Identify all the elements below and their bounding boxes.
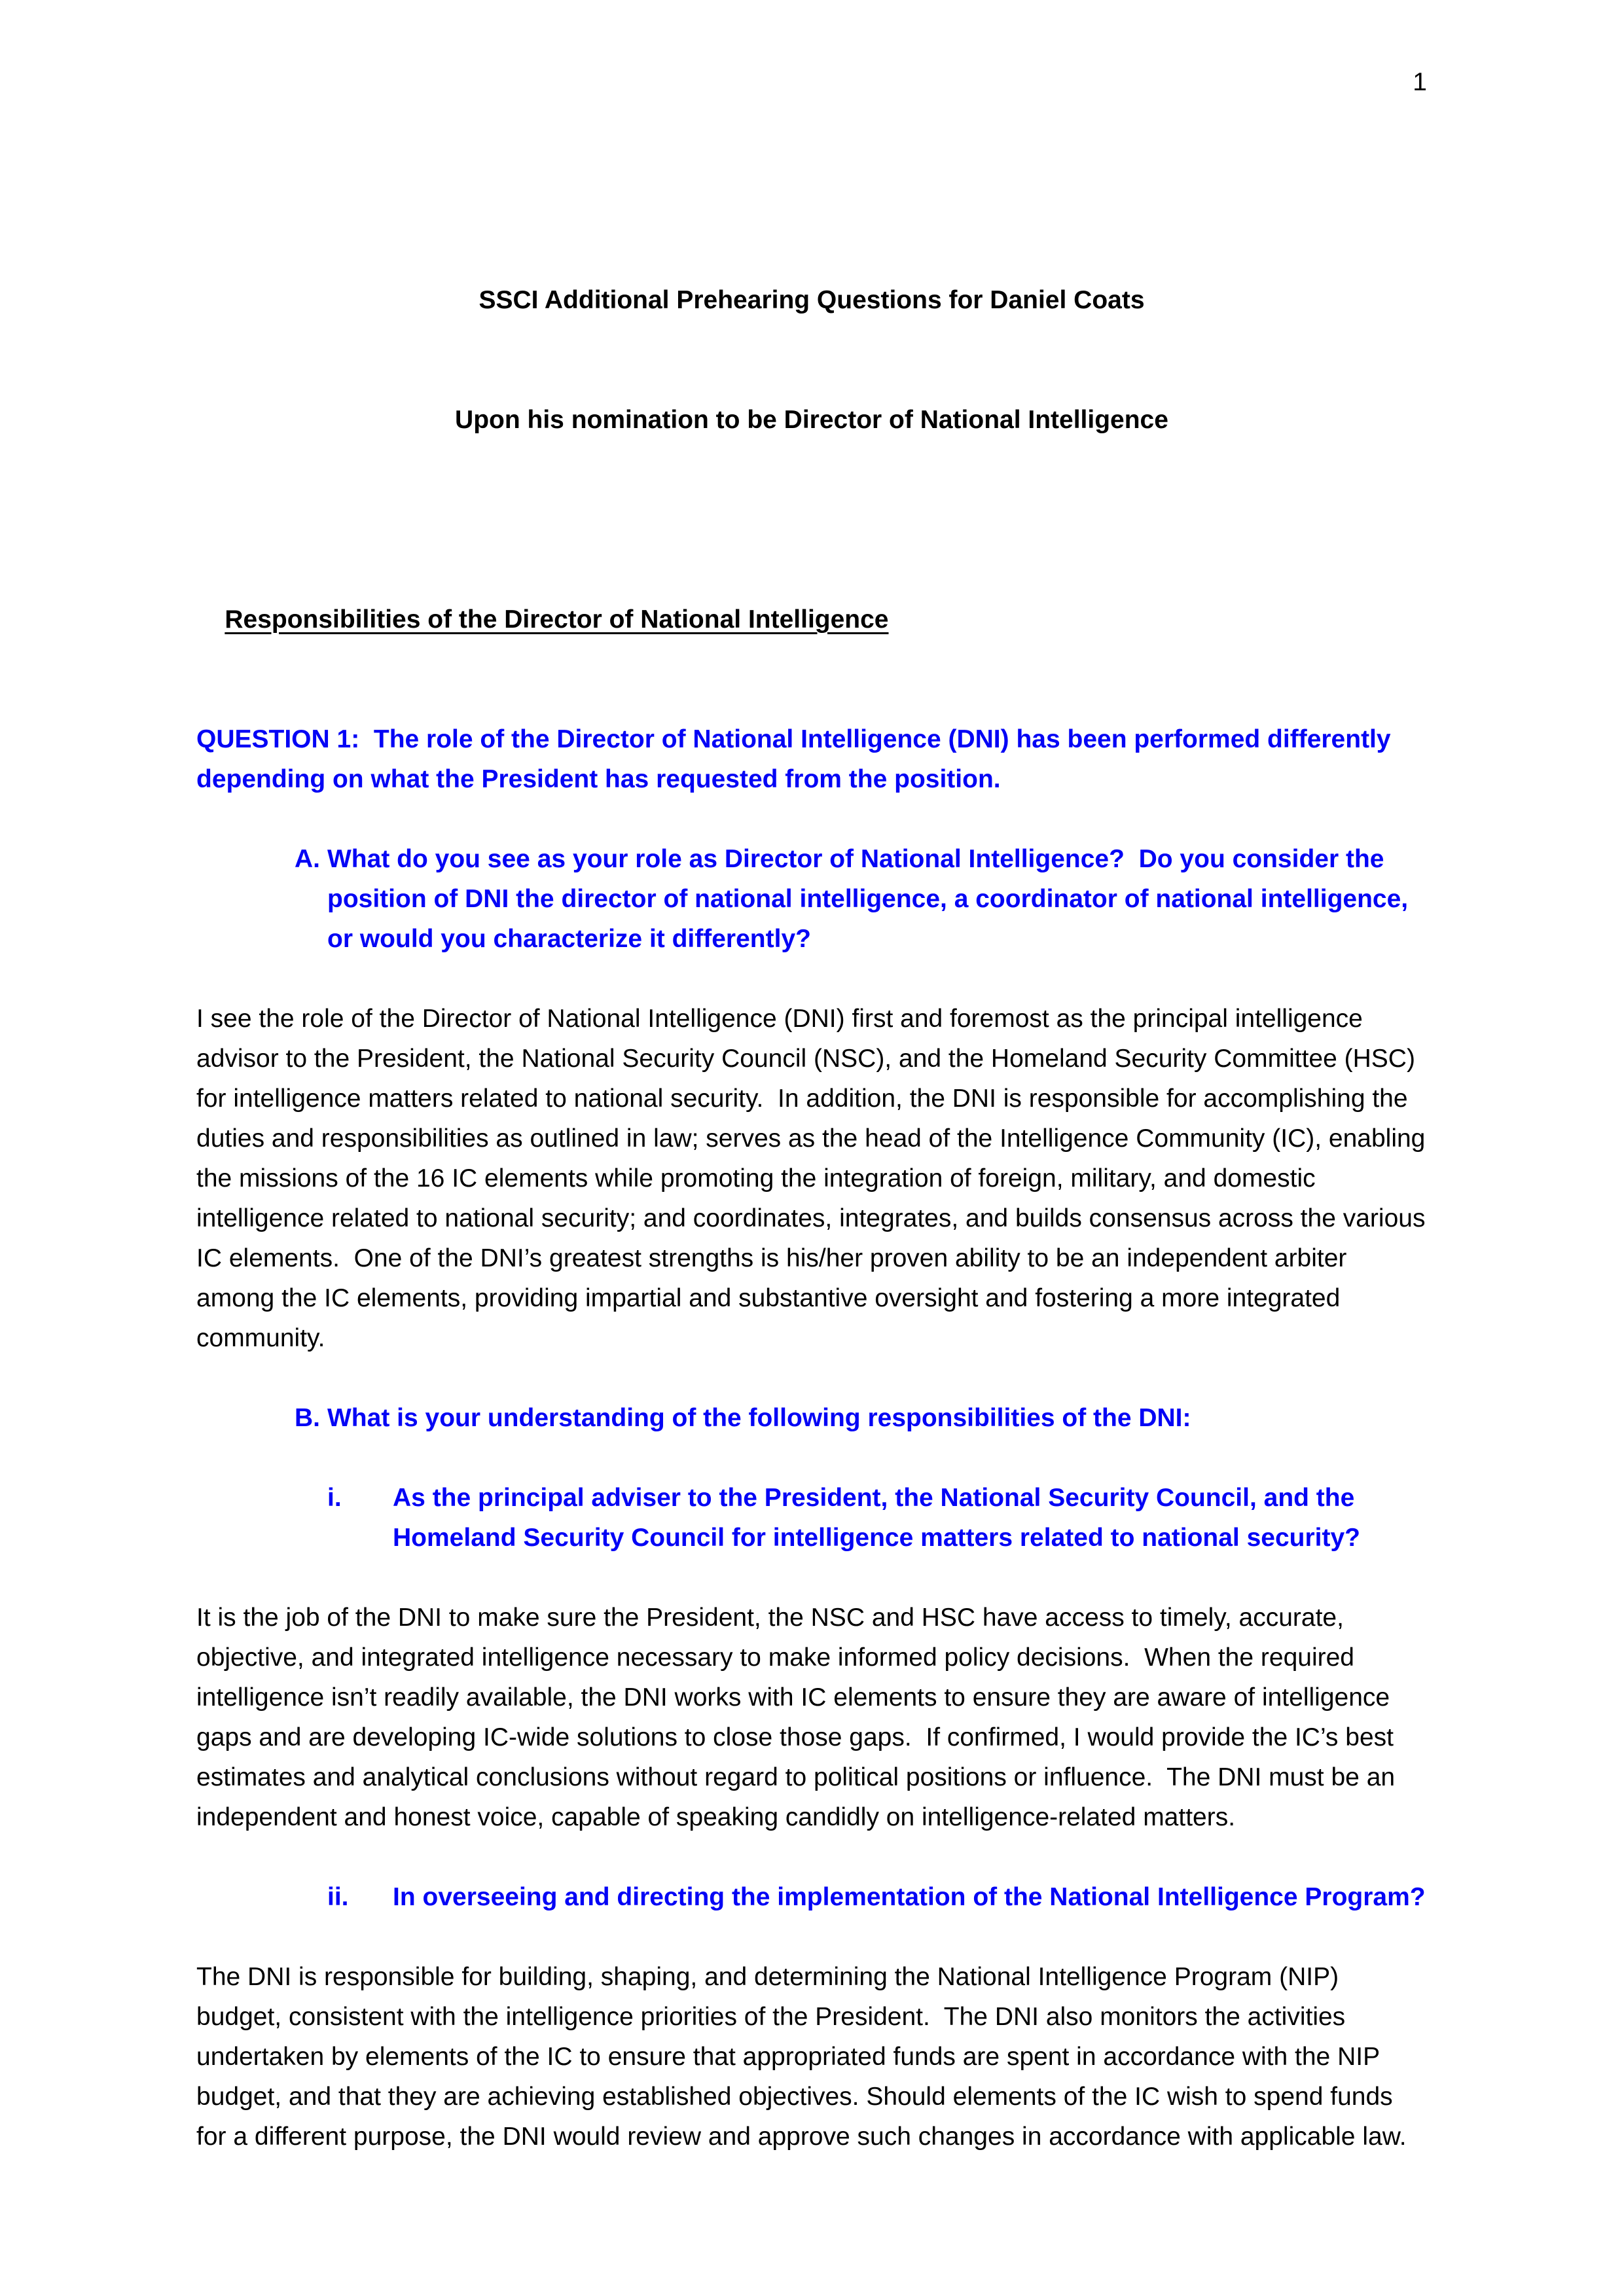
subitem-i-text: As the principal adviser to the President, the National Security Council, and the Homeland Security Council for intelligence matters related to national security? bbox=[393, 1484, 1362, 1552]
item-a-text: What do you see as your role as Director of National Intelligence? Do you consider the position of DNI the director of national intelligence, a coordinator of national intelligence, or would you characterize it differently? bbox=[327, 845, 1415, 953]
question-1-intro: QUESTION 1: The role of the Director of National Intelligence (DNI) has been performed differently depending on what the President has requested from the position. bbox=[196, 725, 1398, 793]
answer-paragraph-i: It is the job of the DNI to make sure the President, the NSC and HSC have access to timely, accurate, objective, and integrated intelligence necessary to make informed policy decisions. When the required intelligence isn’t readily available, the DNI works with IC elements to ensure they are aware of intelligence gaps and are developing IC-wide solutions to close those gaps. If confirmed, I would provide the IC’s best estimates and analytical conclusions without regard to political positions or influence. The DNI must be an independent and honest voice, capable of speaking candidly on intelligence-related matters. bbox=[196, 1604, 1402, 1831]
question-1-subitem-i bbox=[196, 1478, 1427, 1558]
section-heading-text: Responsibilities of the Director of National Intelligence bbox=[225, 605, 889, 634]
document-title-line-2: Upon his nomination to be Director of National Intelligence bbox=[455, 406, 1168, 434]
item-b-label: B. bbox=[295, 1404, 320, 1432]
page-number: 1 bbox=[1413, 68, 1427, 96]
document-title bbox=[196, 200, 1427, 520]
question-1-subitem-ii bbox=[196, 1877, 1427, 1917]
subitem-ii-text: In overseeing and directing the implementation of the National Intelligence Program? bbox=[393, 1883, 1426, 1911]
subitem-i-label: i. bbox=[327, 1484, 342, 1512]
subitem-ii-label: ii. bbox=[327, 1883, 349, 1911]
answer-paragraph-ii: The DNI is responsible for building, shaping, and determining the National Intelligence Program (NIP) budget, consistent with the intelligence priorities of the President. The DNI also monitors the activities undertaken by elements of the IC to ensure that appropriated funds are spent in accordance with the NIP budget, and that they are achieving established objectives. Should elements of the IC wish to spend funds for a different purpose, the DNI would review and approve such changes in accordance with applicable law. bbox=[196, 1963, 1407, 2151]
item-a-label: A. bbox=[295, 845, 320, 873]
document-title-line-1: SSCI Additional Prehearing Questions for Daniel Coats bbox=[478, 286, 1145, 314]
item-b-text: What is your understanding of the following responsibilities of the DNI: bbox=[327, 1404, 1191, 1432]
question-1-item-a bbox=[196, 839, 1427, 959]
question-1-item-b bbox=[196, 1398, 1427, 1438]
section-heading bbox=[196, 560, 1427, 679]
answer-paragraph-a: I see the role of the Director of National Intelligence (DNI) first and foremost as the principal intelligence advisor to the President, the National Security Council (NSC), and the Homeland Security Committee (HSC) for intelligence matters related to national security. In addition, the DNI is responsible for accomplishing the duties and responsibilities as outlined in law; serves as the head of the Intelligence Community (IC), enabling the missions of the 16 IC elements while promoting the integration of foreign, military, and domestic intelligence related to national security; and coordinates, integrates, and builds consensus across the various IC elements. One of the DNI’s greatest strengths is his/her proven ability to be an independent arbiter among the IC elements, providing impartial and substantive oversight and fostering a more integrated community. bbox=[196, 1005, 1433, 1352]
